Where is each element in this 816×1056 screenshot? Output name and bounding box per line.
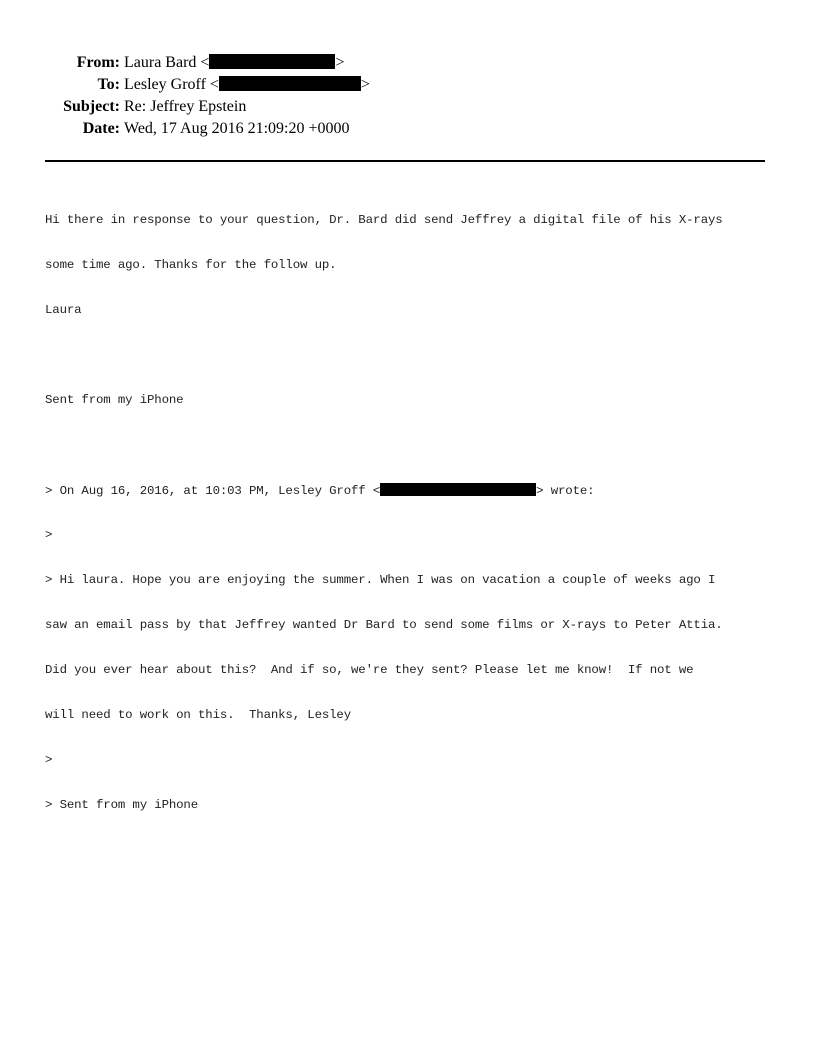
date-row: [0, 118, 816, 140]
subject-label: Subject:: [63, 98, 120, 115]
from-name: Laura Bard <: [124, 54, 210, 71]
date-label: Date:: [82, 120, 120, 137]
body-line: Hi there in response to your question, Dr. Bard did send Jeffrey a digital file of his X-rays: [45, 213, 723, 227]
body-line: Laura: [45, 303, 82, 317]
quote-line: >: [45, 528, 53, 542]
from-row: [0, 52, 816, 74]
email-body: [45, 183, 775, 828]
quote-line: > Sent from my iPhone: [45, 798, 198, 812]
body-line: some time ago. Thanks for the follow up.: [45, 258, 337, 272]
quote-line: > Hi laura. Hope you are enjoying the summer. When I was on vacation a couple of weeks ago I: [45, 573, 716, 587]
from-close: >: [335, 54, 345, 71]
quote-intro-line: [45, 483, 775, 498]
body-line: [45, 438, 775, 453]
to-close: >: [360, 76, 370, 93]
header-divider: [45, 160, 765, 162]
quote-line: >: [45, 753, 53, 767]
to-name: Lesley Groff <: [124, 76, 219, 93]
date-value: Wed, 17 Aug 2016 21:09:20 +0000: [124, 120, 350, 137]
email-header: [0, 52, 816, 140]
quote-intro-pre: > On Aug 16, 2016, at 10:03 PM, Lesley Groff <: [45, 484, 381, 498]
subject-value: Re: Jeffrey Epstein: [124, 98, 247, 115]
to-value: [124, 74, 370, 96]
to-email-redaction: [219, 76, 361, 91]
subject-row: [0, 96, 816, 118]
from-email-redaction: [209, 54, 335, 69]
from-label: From:: [76, 54, 120, 71]
quote-email-redaction: [380, 483, 536, 496]
quote-line: Did you ever hear about this? And if so, we're they sent? Please let me know! If not we: [45, 663, 694, 677]
body-line: [45, 348, 775, 363]
to-label: To:: [97, 76, 120, 93]
from-value: [124, 52, 344, 74]
body-line: Sent from my iPhone: [45, 393, 184, 407]
quote-intro-post: > wrote:: [536, 484, 595, 498]
quote-line: will need to work on this. Thanks, Lesley: [45, 708, 351, 722]
quote-line: saw an email pass by that Jeffrey wanted Dr Bard to send some films or X-rays to Peter Attia.: [45, 618, 723, 632]
to-row: [0, 74, 816, 96]
